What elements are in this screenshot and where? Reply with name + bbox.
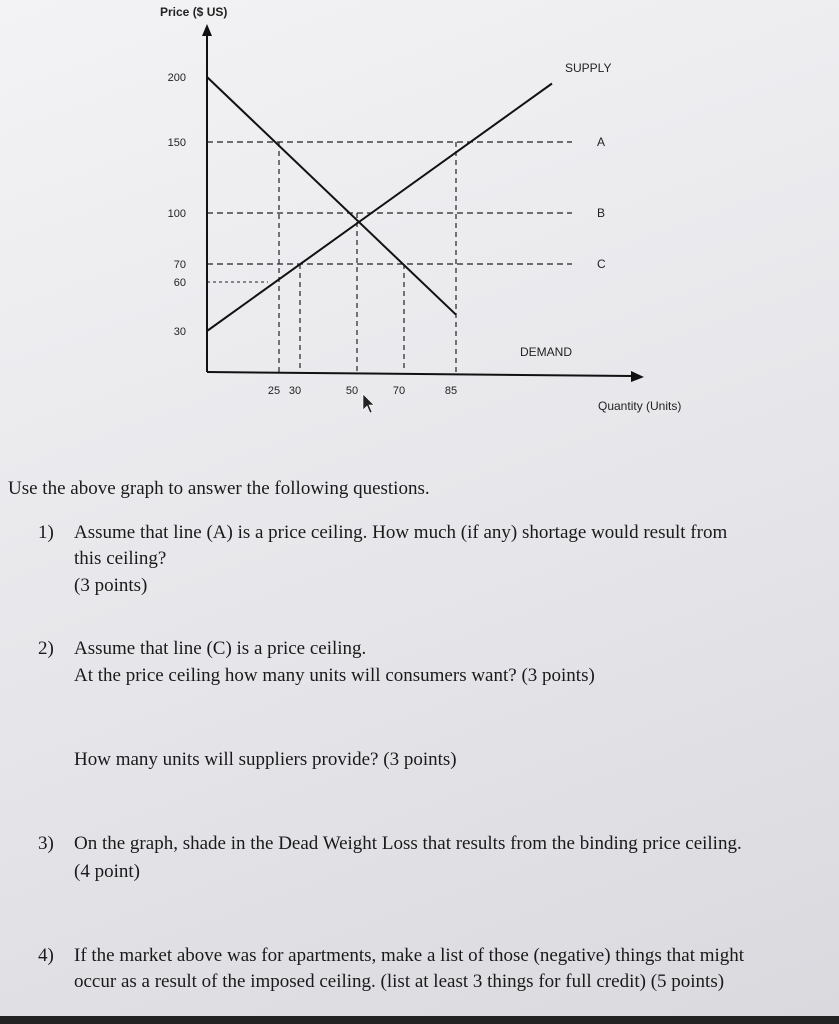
- supply-curve: [207, 84, 552, 332]
- y-tick-label: 70: [173, 259, 186, 271]
- demand-label: DEMAND: [520, 345, 573, 359]
- screen-bottom-edge: [0, 1016, 839, 1024]
- x-axis: [207, 372, 632, 376]
- price-line-label-b: B: [597, 206, 606, 220]
- question-text-line: On the graph, shade in the Dead Weight Loss that results from the binding price ceiling.: [74, 833, 742, 854]
- question-text-line: At the price ceiling how many units will consumers want? (3 points): [74, 665, 595, 686]
- question-number: 3): [38, 833, 54, 854]
- supply-demand-chart: [0, 0, 839, 470]
- x-tick-label: 25: [267, 385, 281, 397]
- mouse-cursor-icon: [363, 394, 374, 413]
- y-tick-label: 200: [167, 72, 186, 84]
- question-text-line: If the market above was for apartments, make a list of those (negative) things that might: [74, 945, 745, 966]
- question-text-line: (3 points): [74, 575, 148, 596]
- x-axis-arrow-icon: [631, 371, 644, 382]
- x-tick-label: 50: [345, 385, 359, 397]
- price-line-label-c: C: [597, 257, 606, 271]
- y-axis-label: Price ($ US): [160, 5, 228, 19]
- instructions: Use the above graph to answer the following questions.: [8, 478, 430, 499]
- question-text-line: (4 point): [74, 861, 140, 882]
- x-tick-label: 85: [444, 385, 458, 397]
- price-line-label-a: A: [597, 135, 606, 149]
- question-text-line: occur as a result of the imposed ceiling. (list at least 3 things for full credit) (5 points): [74, 971, 725, 992]
- y-tick-label: 60: [173, 277, 186, 289]
- question-text-line: Assume that line (A) is a price ceiling. How much (if any) shortage would result from: [74, 522, 728, 543]
- x-axis-label: Quantity (Units): [598, 399, 682, 413]
- question-number: 2): [38, 638, 54, 659]
- question-number: 1): [38, 522, 54, 543]
- question-number: 4): [38, 945, 54, 966]
- question-text-line: How many units will suppliers provide? (3 points): [74, 749, 457, 770]
- x-tick-label: 30: [288, 385, 302, 397]
- y-tick-label: 150: [167, 137, 186, 149]
- demand-curve: [207, 77, 456, 315]
- question-text-line: Assume that line (C) is a price ceiling.: [74, 638, 367, 659]
- x-tick-label: 70: [392, 385, 406, 397]
- y-axis-arrow-icon: [202, 24, 212, 36]
- y-tick-label: 100: [167, 208, 186, 220]
- supply-label: SUPPLY: [565, 61, 612, 75]
- y-tick-label: 30: [173, 326, 186, 338]
- question-text-line: this ceiling?: [74, 548, 167, 569]
- chart-axes: [202, 24, 644, 382]
